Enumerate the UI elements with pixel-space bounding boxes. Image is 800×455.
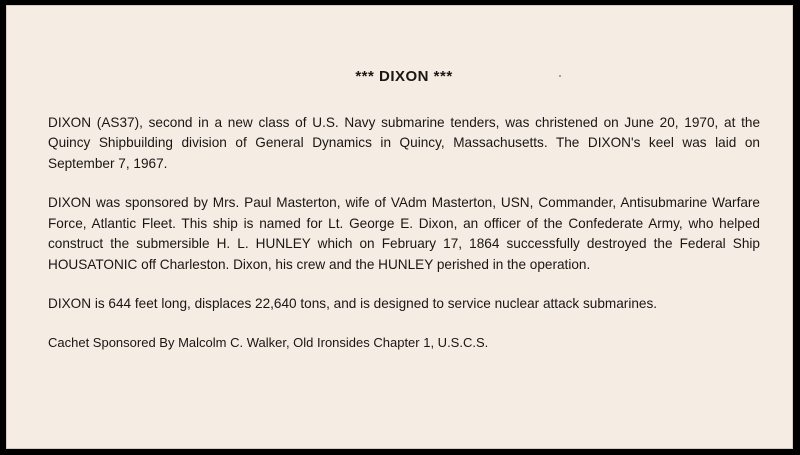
paragraph-specifications: DIXON is 644 feet long, displaces 22,640 tons, and is designed to service nuclear attack submarines.: [48, 296, 658, 311]
card-title: *** DIXON ***: [355, 68, 453, 85]
cachet-sponsor-line: Cachet Sponsored By Malcolm C. Walker, Old Ironsides Chapter 1, U.S.C.S.: [48, 334, 489, 350]
card-body: [48, 67, 760, 353]
cachet-card: [6, 5, 793, 449]
paragraph-christening: DIXON (AS37), second in a new class of U.S. Navy submarine tenders, was christened on June 20, 1970, at the Quincy Shipbuilding division of General Dynamics in Quincy, Massachusetts. The DIXON's keel was laid on September 7, 1967.: [48, 114, 760, 171]
paragraph-sponsor-history: DIXON was sponsored by Mrs. Paul Masterton, wife of VAdm Masterton, USN, Commander, Antisubmarine Warfare Force, Atlantic Fleet. This ship is named for Lt. George E. Dixon, an officer of the Confederate Army, who helped construct the submersible H. L. HUNLEY which on February 17, 1864 successfully destroyed the Federal Ship HOUSATONIC off Charleston. Dixon, his crew and the HUNLEY perished in the operation.: [48, 195, 760, 272]
